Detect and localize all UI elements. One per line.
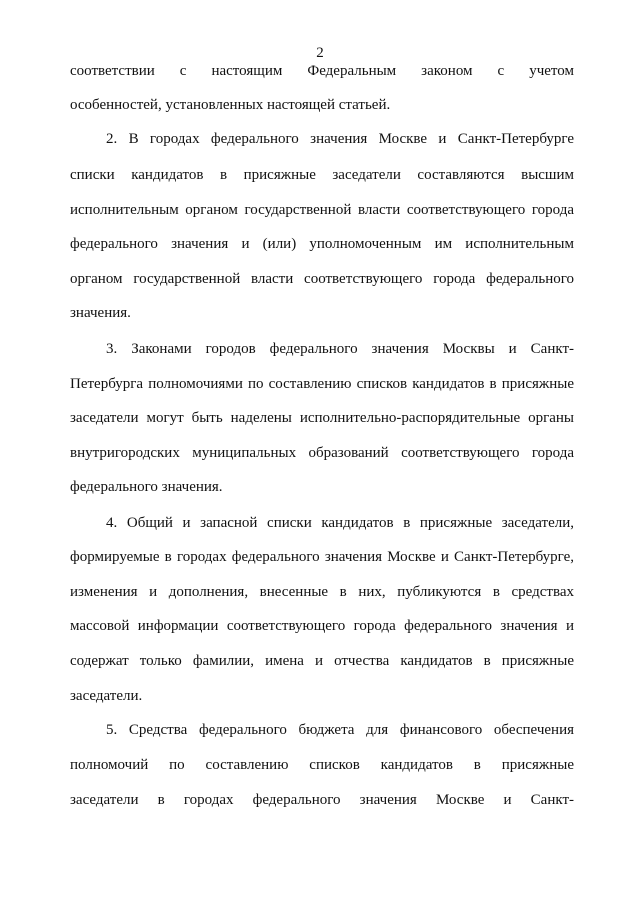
text-line: федерального значения. [70, 479, 223, 495]
text-line: изменения и дополнения, внесенные в них, публикуются в средствах [70, 584, 574, 600]
text-line: содержат только фамилии, имена и отчества кандидатов в присяжные [70, 653, 574, 669]
text-line: полномочий по составлению списков кандидатов в присяжные [70, 757, 574, 773]
text-line: федерального значения и (или) уполномоченным им исполнительным [70, 236, 574, 252]
text-line: Петербурга полномочиями по составлению списков кандидатов в присяжные [70, 376, 574, 392]
text-line: 3. Законами городов федерального значения Москвы и Санкт- [106, 341, 574, 357]
text-line: внутригородских муниципальных образований соответствующего города [70, 445, 574, 461]
text-line: списки кандидатов в присяжные заседатели составляются высшим [70, 167, 574, 183]
text-line: 4. Общий и запасной списки кандидатов в присяжные заседатели, [106, 515, 574, 531]
text-line: 5. Средства федерального бюджета для финансового обеспечения [106, 722, 574, 738]
text-line: заседатели. [70, 688, 143, 704]
text-line: исполнительным органом государственной власти соответствующего города [70, 202, 574, 218]
text-line: массовой информации соответствующего города федерального значения и [70, 618, 574, 634]
text-line: формируемые в городах федерального значения Москве и Санкт-Петербурге, [70, 549, 574, 565]
text-line: значения. [70, 305, 131, 321]
text-line: особенностей, установленных настоящей статьей. [70, 97, 391, 113]
text-line: заседатели в городах федерального значения Москве и Санкт- [70, 792, 574, 808]
text-line: соответствии с настоящим Федеральным законом с учетом [70, 63, 574, 79]
text-line: заседатели могут быть наделены исполнительно-распорядительные органы [70, 410, 574, 426]
text-line: органом государственной власти соответствующего города федерального [70, 271, 574, 287]
text-line: 2. В городах федерального значения Москве и Санкт-Петербурге [106, 131, 574, 147]
page-number: 2 [316, 45, 324, 61]
